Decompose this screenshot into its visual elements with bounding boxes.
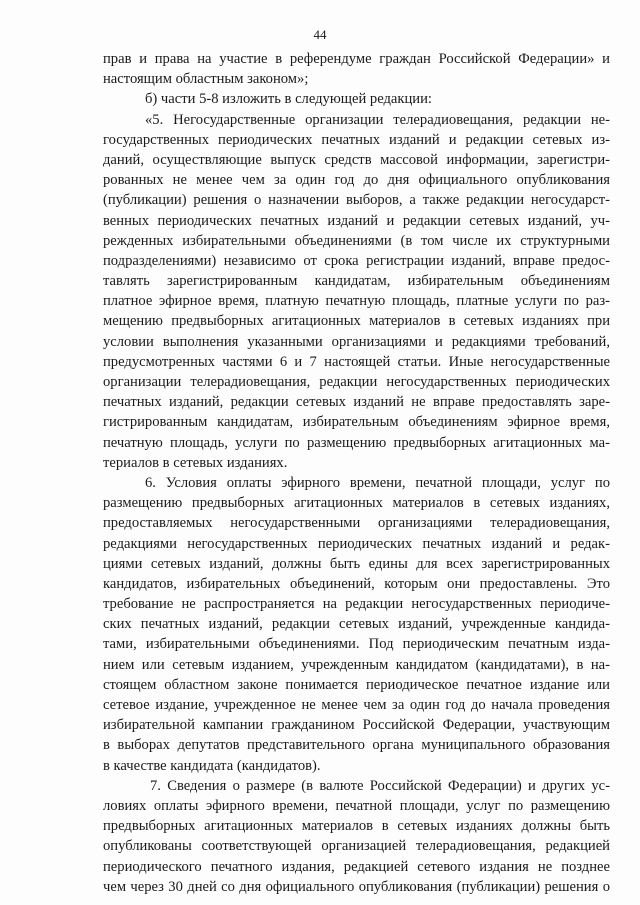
paragraph-part-6 <box>103 473 610 776</box>
text-line: государственных периодических печатных изданий и редакции сетевых из- <box>103 131 610 148</box>
text-line: предвыборных агитационных материалов в сетевых изданиях должны быть <box>103 818 610 835</box>
text-line: гистрированным кандидатам, избирательным объединениям эфирное время, <box>103 414 610 431</box>
text-line: в качестве кандидата (кандидатов). <box>103 757 321 774</box>
text-line: режденных избирательными объединениями (в том числе их структурными <box>103 232 610 249</box>
text-line: 7. Сведения о размере (в валюте Российской Федерации) и других ус- <box>150 777 610 794</box>
text-line: прав и права на участие в референдуме граждан Российской Федерации» и <box>103 51 610 67</box>
page-number: 44 <box>313 27 327 42</box>
document-body <box>103 49 610 897</box>
text-line: б) части 5-8 изложить в следующей редакции: <box>145 91 432 108</box>
text-line: подразделениями) независимо от срока регистрации изданий, вправе предос- <box>103 252 610 269</box>
text-line: чем через 30 дней со дня официального опубликования (публикации) решения о <box>103 878 610 895</box>
paragraph-part-5 <box>103 110 610 473</box>
text-line: организации телерадиовещания, редакции негосударственных периодических <box>103 374 610 390</box>
text-line: условии выполнения указанными организациями и редакциями требований, <box>103 333 610 350</box>
text-line: печатную площадь, услуги по размещению предвыборных агитационных ма- <box>103 434 610 451</box>
text-line: в выборах депутатов представительного органа муниципального образования <box>103 737 610 754</box>
text-line: ловиях оплаты эфирного времени, печатной площади, услуг по размещению <box>103 797 610 814</box>
text-line: даний, осуществляющие выпуск средств массовой информации, зарегистри- <box>103 151 610 168</box>
text-line: печатных изданий, редакции сетевых изданий не вправе предоставлять заре- <box>103 394 610 411</box>
text-line: сетевое издание, учрежденное не менее чем за один год до начала проведения <box>103 697 610 713</box>
text-line: венных периодических печатных изданий и редакции сетевых изданий, уч- <box>103 212 610 229</box>
text-line: размещению предвыборных агитационных материалов в сетевых изданиях, <box>103 495 610 512</box>
text-line: «5. Негосударственные организации телерадиовещания, редакции не- <box>145 111 610 128</box>
text-line: кандидатов, избирательных объединений, которым они предоставлены. Это <box>103 575 610 592</box>
text-line: 6. Условия оплаты эфирного времени, печатной площади, услуг по <box>145 474 610 491</box>
text-line: платное эфирное время, платную печатную площадь, платные услуги по раз- <box>103 293 610 310</box>
text-line: (публикации) решения о назначении выборов, а также редакции негосударст- <box>103 192 610 209</box>
text-line: настоящим областным законом»; <box>103 71 309 88</box>
text-line: мещению предвыборных агитационных материалов в сетевых изданиях при <box>103 313 610 330</box>
text-line: стоящем областном законе понимается периодическое печатное издание или <box>103 676 610 693</box>
text-line: тами, избирательными объединениями. Под периодическим печатным изда- <box>103 636 610 653</box>
text-line: нием или сетевым изданием, учрежденным кандидатом (кандидатами), в на- <box>103 656 610 673</box>
text-line: предусмотренных частями 6 и 7 настоящей статьи. Иные негосударственные <box>103 353 610 370</box>
text-line: редакциями негосударственных периодических печатных изданий и редак- <box>103 535 610 552</box>
paragraph-intro-continuation <box>103 49 610 89</box>
text-line: тавлять зарегистрированным кандидатам, избирательным объединениям <box>103 273 610 290</box>
text-line: периодического печатного издания, редакцией сетевого издания не позднее <box>103 858 610 875</box>
paragraph-part-7 <box>103 776 610 897</box>
text-line: избирательной кампании гражданином Российской Федерации, участвующим <box>103 717 610 734</box>
text-line: рованных не менее чем за один год до дня официального опубликования <box>103 172 610 189</box>
text-line: требование не распространяется на редакции негосударственных периодиче- <box>103 596 610 613</box>
text-line: ских печатных изданий, редакции сетевых изданий, учрежденные кандида- <box>103 616 610 633</box>
text-line: циями сетевых изданий, должны быть едины для всех зарегистрированных <box>103 555 610 572</box>
paragraph-item-b <box>103 89 610 109</box>
text-line: опубликованы соответствующей организацией телерадиовещания, редакцией <box>103 838 610 855</box>
text-line: предоставляемых негосударственными организациями телерадиовещания, <box>103 515 610 532</box>
text-line: териалов в сетевых изданиях. <box>103 454 288 471</box>
